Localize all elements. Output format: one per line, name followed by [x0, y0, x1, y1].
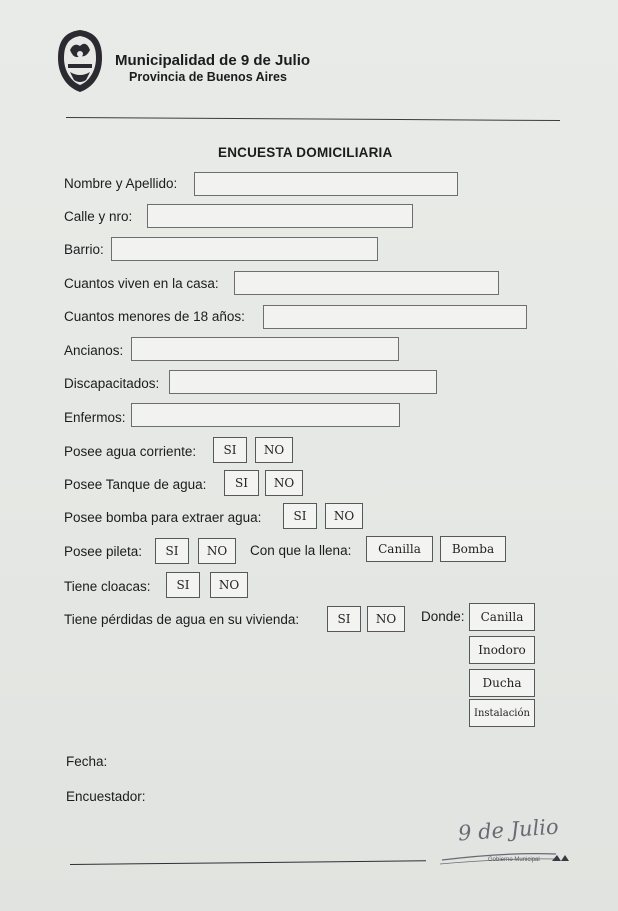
nombre-field[interactable] — [194, 172, 458, 196]
pileta-no-box[interactable]: NO — [198, 538, 236, 564]
cloacas-label: Tiene cloacas: — [64, 579, 151, 594]
signature-line — [70, 860, 426, 865]
viven-label: Cuantos viven en la casa: — [64, 276, 219, 291]
llena-bomba-box[interactable]: Bomba — [440, 536, 506, 562]
org-name: Municipalidad de 9 de Julio — [115, 52, 311, 69]
agua-corriente-label: Posee agua corriente: — [64, 444, 197, 459]
donde-canilla-box[interactable]: Canilla — [469, 603, 535, 631]
bomba-no-box[interactable]: NO — [325, 503, 363, 529]
pileta-si-box[interactable]: SI — [155, 538, 189, 564]
llena-canilla-box[interactable]: Canilla — [366, 536, 433, 562]
enfermos-label: Enfermos: — [64, 410, 126, 425]
perdidas-si-box[interactable]: SI — [327, 606, 361, 632]
ancianos-label: Ancianos: — [64, 343, 124, 358]
form-title: ENCUESTA DOMICILIARIA — [218, 145, 393, 160]
perdidas-no-box[interactable]: NO — [367, 606, 405, 632]
header-divider — [66, 117, 560, 121]
org-province: Provincia de Buenos Aires — [129, 70, 287, 84]
logo-text: 9 de Julio — [457, 814, 560, 846]
calle-field[interactable] — [147, 204, 413, 228]
donde-label: Donde: — [421, 609, 465, 624]
agua-corriente-si-box[interactable]: SI — [213, 437, 247, 463]
nombre-label: Nombre y Apellido: — [64, 176, 178, 191]
donde-instalacion-box[interactable]: Instalación — [469, 699, 535, 727]
discapacitados-field[interactable] — [169, 370, 437, 394]
donde-ducha-box[interactable]: Ducha — [469, 669, 535, 697]
ancianos-field[interactable] — [131, 337, 399, 361]
menores-field[interactable] — [263, 305, 527, 329]
tanque-si-box[interactable]: SI — [224, 470, 259, 496]
donde-inodoro-box[interactable]: Inodoro — [469, 636, 535, 664]
cloacas-si-box[interactable]: SI — [166, 572, 200, 598]
pileta-label: Posee pileta: — [64, 544, 143, 559]
discapacitados-label: Discapacitados: — [64, 376, 160, 391]
enfermos-field[interactable] — [131, 403, 400, 427]
cloacas-no-box[interactable]: NO — [210, 572, 248, 598]
bomba-label: Posee bomba para extraer agua: — [64, 510, 262, 525]
tanque-label: Posee Tanque de agua: — [64, 477, 207, 492]
agua-corriente-no-box[interactable]: NO — [255, 437, 293, 463]
fecha-label: Fecha: — [66, 754, 108, 769]
bomba-si-box[interactable]: SI — [283, 503, 317, 529]
llena-label: Con que la llena: — [250, 543, 352, 558]
encuestador-label: Encuestador: — [66, 789, 146, 804]
tanque-no-box[interactable]: NO — [265, 470, 303, 496]
municipal-seal-icon — [56, 28, 104, 94]
logo-subtitle: Gobierno Municipal — [488, 857, 540, 863]
barrio-field[interactable] — [111, 237, 378, 261]
menores-label: Cuantos menores de 18 años: — [64, 309, 245, 324]
viven-field[interactable] — [234, 271, 499, 295]
perdidas-label: Tiene pérdidas de agua en su vivienda: — [64, 612, 300, 627]
calle-label: Calle y nro: — [64, 209, 133, 224]
barrio-label: Barrio: — [64, 242, 104, 257]
